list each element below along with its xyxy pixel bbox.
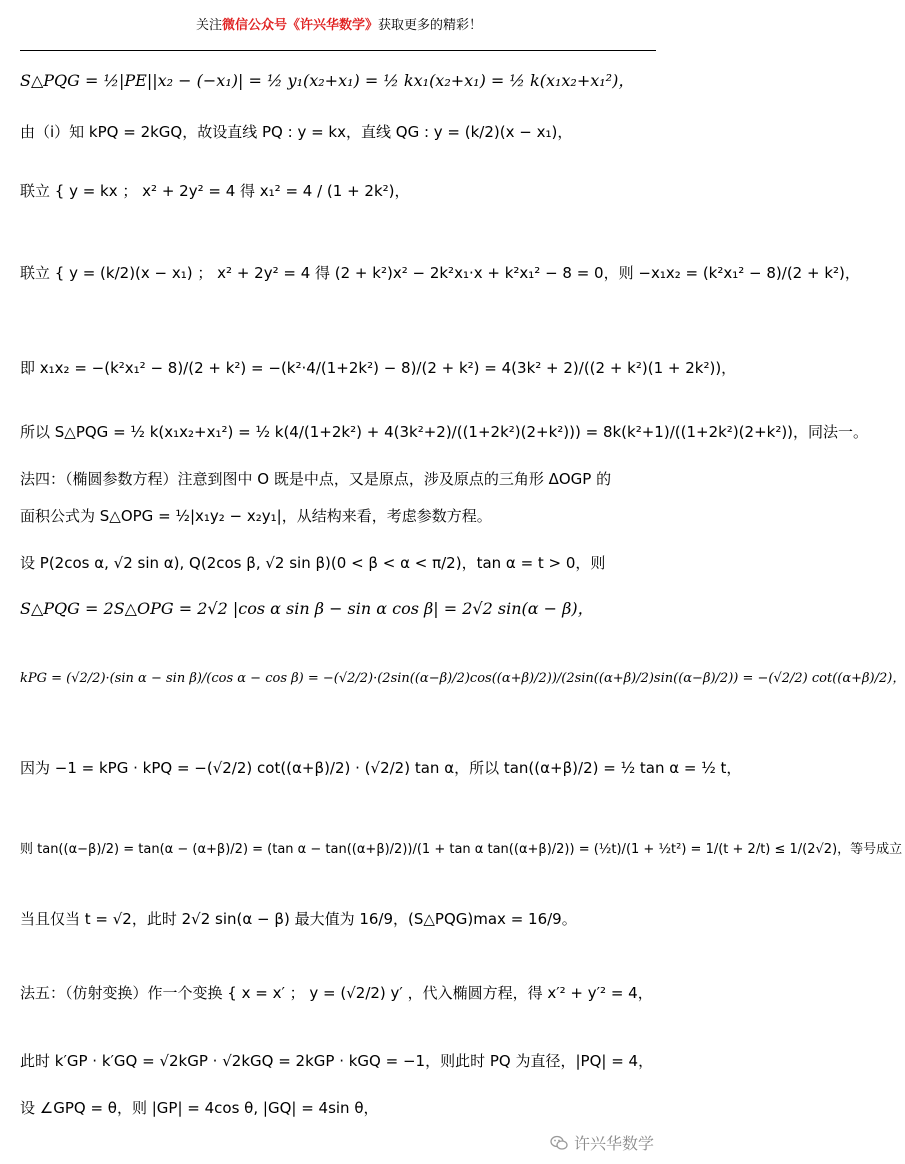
header-banner — [0, 0, 678, 44]
formula-line-5: 即 x₁x₂ = −(k²x₁² − 8)/(2 + k²) = −(k²·4/(1+2k²) − 8)/(2 + k²) = 4(3k² + 2)/((2 + k²)(1 + 2k²))， — [20, 359, 737, 377]
formula-line-16: 此时 k′GP · k′GQ = √2kGP · √2kGQ = 2kGP · kGQ = −1，则此时 PQ 为直径，|PQ| = 4， — [20, 1052, 654, 1070]
banner-prefix: 关注 — [195, 18, 222, 33]
wechat-icon — [550, 1134, 568, 1152]
formula-line-17: 设 ∠GPQ = θ，则 |GP| = 4cos θ, |GQ| = 4sin θ， — [20, 1099, 379, 1117]
formula-line-11: kPG = (√2/2)·(sin α − sin β)/(cos α − cos β) = −(√2/2)·(2sin((α−β)/2)cos((α+β)/2))/(2sin((α+β)/2)sin((α−β)/2)) = −(√2/2) cot((α+β)/2)， — [20, 671, 905, 686]
formula-line-6: 所以 S△PQG = ½ k(x₁x₂+x₁²) = ½ k(4/(1+2k²) + 4(3k²+2)/((1+2k²)(2+k²))) = 8k(k²+1)/((1+2k²)(2+k²))，同法一。 — [20, 423, 869, 441]
formula-line-13: 则 tan((α−β)/2) = tan(α − (α+β)/2) = (tan α − tan((α+β)/2))/(1 + tan α tan((α+β)/2)) = (½t)/(1 + ½t²) = 1/(t + 2/t) ≤ 1/(2√2)，等号成立 — [20, 842, 903, 857]
banner-account-name: 《许兴华数学》 — [287, 18, 379, 33]
watermark — [550, 1131, 654, 1154]
formula-line-14: 当且仅当 t = √2，此时 2√2 sin(α − β) 最大值为 16/9，(S△PQG)max = 16/9。 — [20, 910, 577, 928]
banner-account-type: 微信公众号 — [221, 18, 287, 33]
formula-line-2: 由（i）知 kPQ = 2kGQ，故设直线 PQ : y = kx，直线 QG : y = (k/2)(x − x₁)， — [20, 123, 573, 141]
text-line-7: 法四：（椭圆参数方程）注意到图中 O 既是中点，又是原点，涉及原点的三角形 ΔOGP 的 — [20, 470, 612, 488]
text-line-8: 面积公式为 S△OPG = ½|x₁y₂ − x₂y₁|，从结构来看，考虑参数方程。 — [20, 507, 492, 525]
formula-line-10: S△PQG = 2S△OPG = 2√2 |cos α sin β − sin α cos β| = 2√2 sin(α − β)， — [20, 599, 594, 618]
banner-suffix: 获取更多的精彩！ — [378, 18, 483, 33]
banner-text — [0, 14, 678, 33]
watermark-text: 许兴华数学 — [573, 1134, 654, 1153]
formula-line-4: 联立 { y = (k/2)(x − x₁) ； x² + 2y² = 4 得 (2 + k²)x² − 2k²x₁·x + k²x₁² − 8 = 0，则 −x₁x₂ = (k²x₁² − 8)/(2 + k²)， — [20, 264, 860, 282]
header-divider — [20, 50, 656, 51]
formula-line-1: S△PQG = ½|PE||x₂ − (−x₁)| = ½ y₁(x₂+x₁) = ½ kx₁(x₂+x₁) = ½ k(x₁x₂+x₁²)， — [20, 71, 635, 90]
formula-line-12: 因为 −1 = kPG · kPQ = −(√2/2) cot((α+β)/2) · (√2/2) tan α，所以 tan((α+β)/2) = ½ tan α = ½ t， — [20, 759, 742, 777]
formula-line-3: 联立 { y = kx ； x² + 2y² = 4 得 x₁² = 4 / (1 + 2k²)， — [20, 182, 410, 200]
formula-line-15: 法五：（仿射变换）作一个变换 { x = x′ ； y = (√2/2) y′ ，代入椭圆方程，得 x′² + y′² = 4， — [20, 984, 653, 1002]
formula-line-9: 设 P(2cos α, √2 sin α), Q(2cos β, √2 sin β)(0 < β < α < π/2)，tan α = t > 0，则 — [20, 554, 606, 572]
